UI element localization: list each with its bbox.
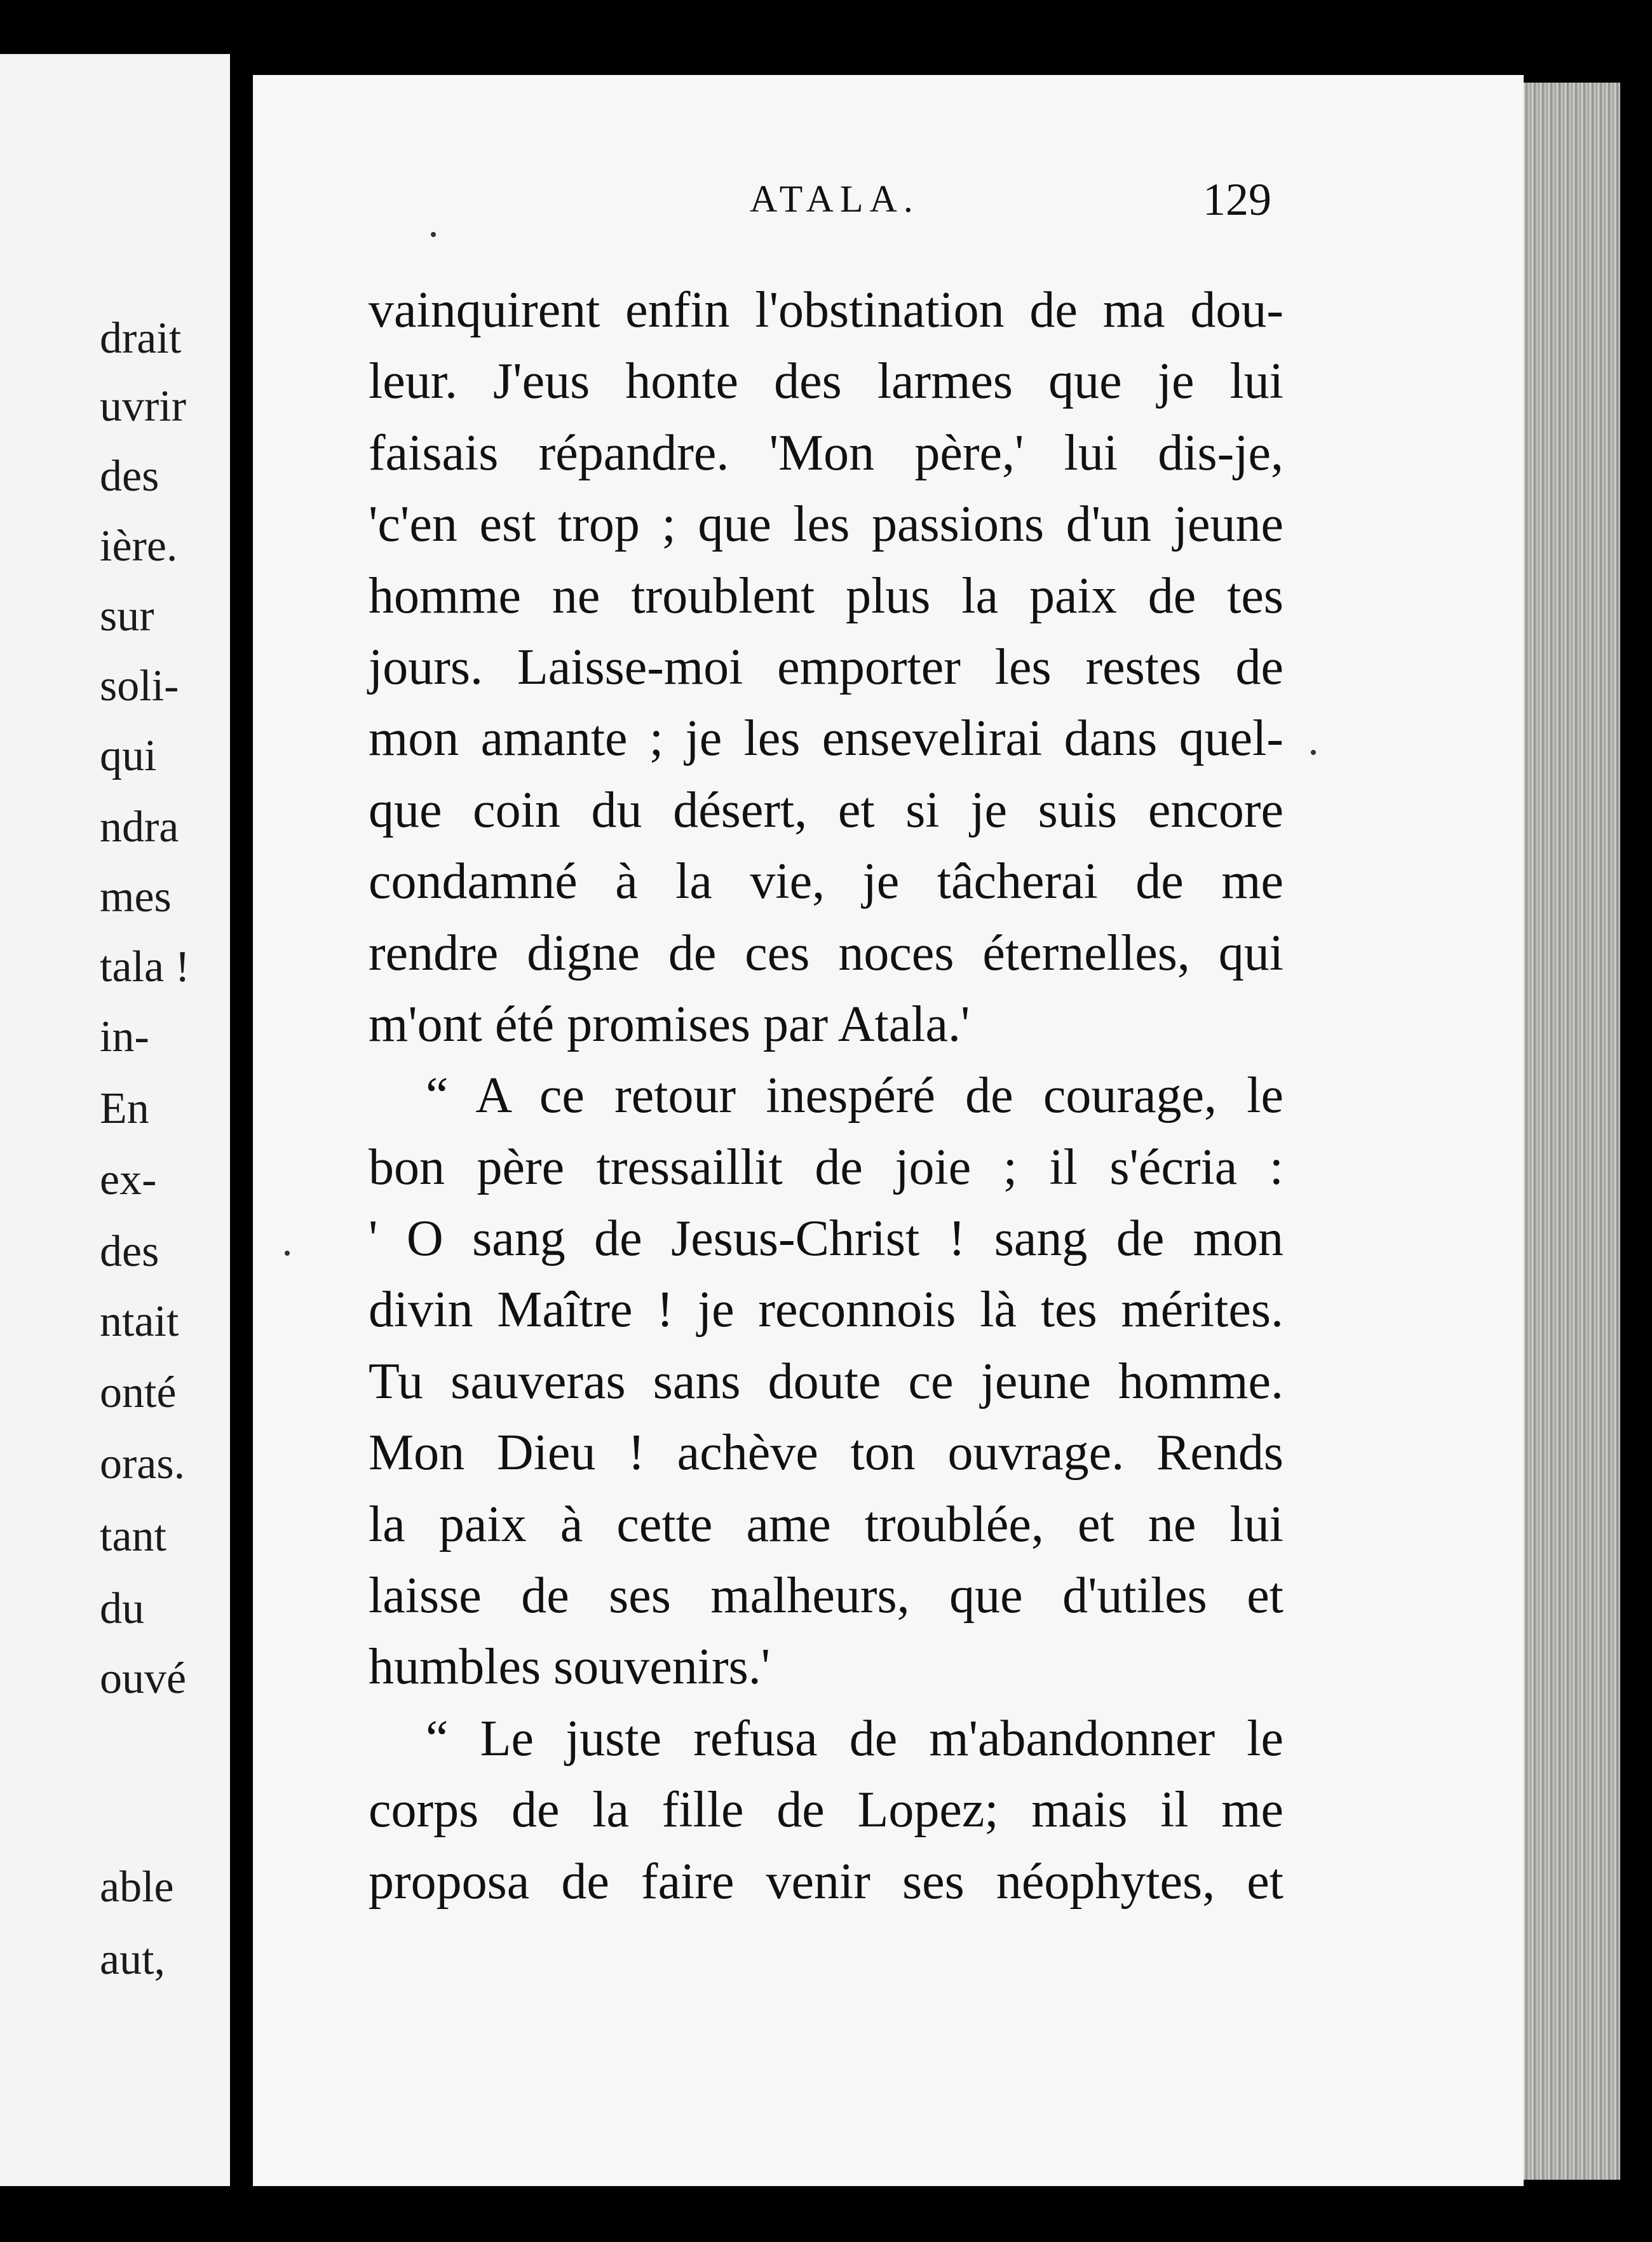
left-line-fragment: ndra <box>100 803 179 852</box>
text-line: “ A ce retour inespéré de courage, le <box>426 1068 1283 1124</box>
text-line: ' O sang de Jesus-Christ ! sang de mon <box>369 1211 1283 1267</box>
print-speck <box>285 1251 290 1256</box>
text-line: laisse de ses malheurs, que d'utiles et <box>369 1568 1283 1624</box>
left-line-fragment: oras. <box>100 1439 186 1488</box>
text-line: leur. J'eus honte des larmes que je lui <box>369 353 1283 410</box>
previous-page <box>0 54 230 2186</box>
left-line-fragment: des <box>100 1227 159 1276</box>
left-line-fragment: En <box>100 1084 149 1133</box>
left-line-fragment: ex- <box>100 1155 157 1204</box>
left-line-fragment: uvrir <box>100 382 187 431</box>
left-line-fragment: du <box>100 1584 144 1633</box>
left-line-fragment: qui <box>100 731 157 780</box>
left-line-fragment: ière. <box>100 522 178 571</box>
text-line: rendre digne de ces noces éternelles, qui <box>369 925 1283 981</box>
left-line-fragment: able <box>100 1863 174 1912</box>
page-number: 129 <box>1203 174 1271 225</box>
left-line-fragment: onté <box>100 1368 177 1417</box>
left-line-fragment: ouvé <box>100 1654 187 1703</box>
text-line: 'c'en est trop ; que les passions d'un jeune <box>369 496 1283 553</box>
left-line-fragment: des <box>100 452 159 501</box>
left-line-fragment: sur <box>100 592 154 641</box>
text-line: la paix à cette ame troublée, et ne lui <box>369 1496 1283 1552</box>
page-edge <box>1512 83 1620 2180</box>
text-line: jours. Laisse-moi emporter les restes de <box>369 639 1283 695</box>
text-line: faisais répandre. 'Mon père,' lui dis-je, <box>369 425 1283 481</box>
running-head: ATALA. <box>750 178 919 220</box>
left-line-fragment: tant <box>100 1512 166 1561</box>
text-line: m'ont été promises par Atala.' <box>369 996 970 1052</box>
text-line: mon amante ; je les ensevelirai dans quel- <box>369 710 1283 767</box>
left-line-fragment: soli- <box>100 662 179 710</box>
text-line: vainquirent enfin l'obstination de ma dou- <box>369 282 1283 338</box>
left-line-fragment: mes <box>100 873 172 921</box>
text-line: que coin du désert, et si je suis encore <box>369 782 1283 838</box>
left-line-fragment: in- <box>100 1012 149 1061</box>
left-line-fragment: aut, <box>100 1935 166 1984</box>
text-line: corps de la fille de Lopez; mais il me <box>369 1782 1283 1838</box>
text-line: humbles souvenirs.' <box>369 1639 771 1695</box>
text-line: homme ne troublent plus la paix de tes <box>369 567 1283 624</box>
print-speck <box>1311 750 1316 755</box>
left-line-fragment: drait <box>100 314 182 363</box>
text-line: proposa de faire venir ses néophytes, et <box>369 1853 1283 1910</box>
left-line-fragment: ntait <box>100 1297 179 1346</box>
text-line: Mon Dieu ! achève ton ouvrage. Rends <box>369 1425 1283 1481</box>
print-speck <box>431 232 436 237</box>
text-line: divin Maître ! je reconnois là tes mérites. <box>369 1282 1283 1338</box>
text-line: Tu sauveras sans doute ce jeune homme. <box>369 1353 1283 1410</box>
text-line: condamné à la vie, je tâcherai de me <box>369 853 1283 910</box>
left-line-fragment: tala ! <box>100 942 190 991</box>
text-line: bon père tressaillit de joie ; il s'écria : <box>369 1139 1283 1195</box>
body-text <box>369 275 1283 1917</box>
text-line: “ Le juste refusa de m'abandonner le <box>426 1710 1283 1767</box>
